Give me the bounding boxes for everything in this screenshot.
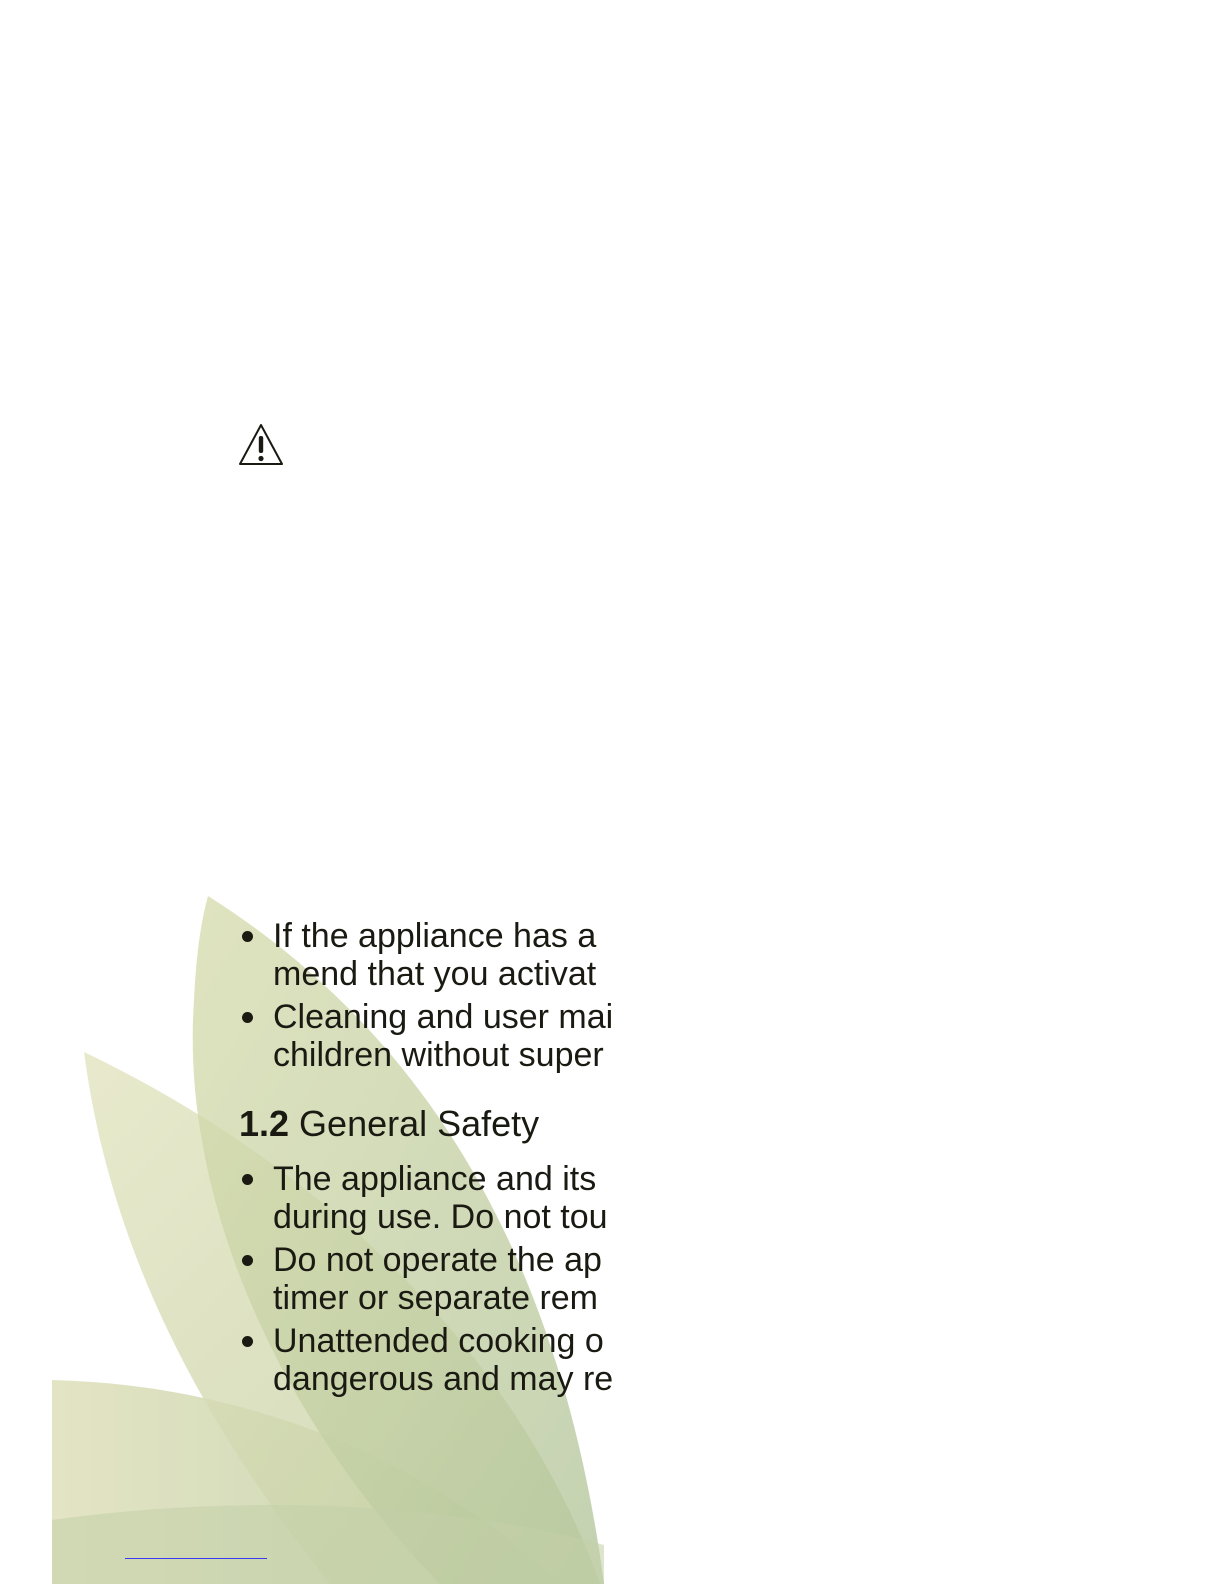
list-item <box>238 917 618 993</box>
list-item-line: during use. Do not tou <box>273 1198 608 1236</box>
list-item-line: Cleaning and user mai <box>273 998 614 1036</box>
footer-link-underline[interactable] <box>125 1558 267 1559</box>
list-item-line: children without super <box>273 1036 604 1074</box>
list-item-line: dangerous and may re <box>273 1360 614 1398</box>
warning-triangle-icon <box>237 422 285 468</box>
list-item <box>238 998 618 1074</box>
list-item <box>238 1322 618 1398</box>
section-number: 1.2 <box>239 1103 290 1144</box>
list-item-line: timer or separate rem <box>273 1279 598 1317</box>
safety-list-general <box>238 1160 618 1403</box>
safety-list-children <box>238 917 618 1079</box>
list-item-line: Unattended cooking o <box>273 1322 604 1360</box>
section-heading <box>239 1103 539 1145</box>
list-item <box>238 1160 618 1236</box>
list-item-line: If the appliance has a <box>273 917 597 955</box>
list-item-line: The appliance and its <box>273 1160 597 1198</box>
list-item-line: Do not operate the ap <box>273 1241 602 1279</box>
list-item <box>238 1241 618 1317</box>
list-item-line: mend that you activat <box>273 955 597 993</box>
section-title: General Safety <box>299 1103 540 1144</box>
